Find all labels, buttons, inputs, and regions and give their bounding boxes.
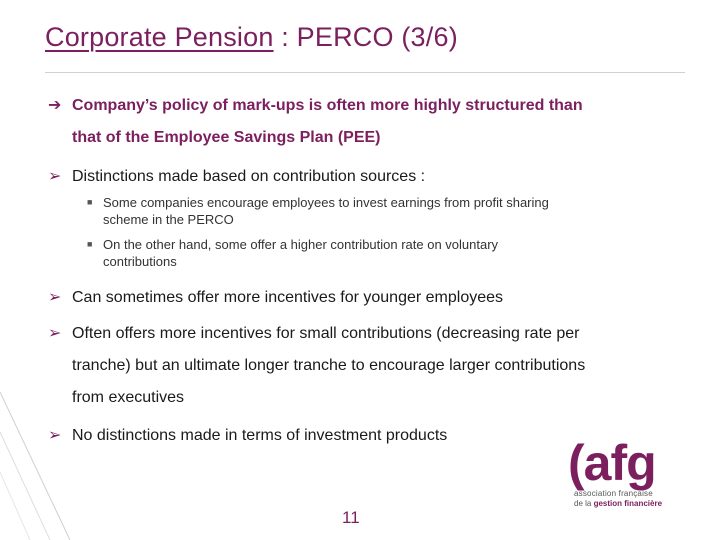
check-bullet-icon: ➢ bbox=[48, 427, 62, 444]
title-underlined: Corporate Pension bbox=[45, 22, 274, 52]
investment-text: No distinctions made in terms of investment products bbox=[72, 427, 448, 444]
small-text-1: Often offers more incentives for small contributions (decreasing rate per bbox=[72, 325, 580, 342]
afg-logo-mark: (afg bbox=[568, 435, 656, 491]
square-bullet-icon: ■ bbox=[87, 197, 93, 207]
afg-logo-line-2-bold: gestion financière bbox=[593, 499, 663, 508]
small-text-3: from executives bbox=[72, 389, 185, 406]
afg-logo-line-2 bbox=[574, 499, 662, 508]
page-number: 11 bbox=[342, 508, 360, 527]
check-bullet-icon: ➢ bbox=[48, 325, 62, 342]
sub-bullet-1-line-2: scheme in the PERCO bbox=[103, 212, 234, 227]
check-bullet-icon: ➢ bbox=[48, 168, 62, 185]
decorative-corner-lines bbox=[0, 392, 80, 540]
sub-bullet-1-line-1: Some companies encourage employees to invest earnings from profit sharing bbox=[103, 195, 549, 210]
afg-logo-line-2-prefix: de la bbox=[574, 499, 594, 508]
check-bullet-icon: ➢ bbox=[48, 289, 62, 306]
lead-text-1: Company’s policy of mark-ups is often more highly structured than bbox=[72, 97, 583, 114]
sub-bullet-2-line-1: On the other hand, some offer a higher contribution rate on voluntary bbox=[103, 237, 499, 252]
sub-bullet-2-line-2: contributions bbox=[103, 254, 177, 269]
younger-text: Can sometimes offer more incentives for younger employees bbox=[72, 289, 504, 306]
lead-text-2: that of the Employee Savings Plan (PEE) bbox=[72, 129, 381, 146]
square-bullet-icon: ■ bbox=[87, 239, 93, 249]
afg-logo-line-1: association française bbox=[574, 489, 653, 498]
distinctions-text: Distinctions made based on contribution sources : bbox=[72, 168, 426, 185]
afg-logo bbox=[560, 436, 710, 516]
small-text-2: tranche) but an ultimate longer tranche to encourage larger contributions bbox=[72, 357, 586, 374]
slide-title bbox=[45, 22, 458, 53]
title-rest: : PERCO (3/6) bbox=[273, 22, 458, 52]
title-divider bbox=[45, 72, 685, 73]
arrow-bullet-icon: ➔ bbox=[48, 97, 62, 114]
